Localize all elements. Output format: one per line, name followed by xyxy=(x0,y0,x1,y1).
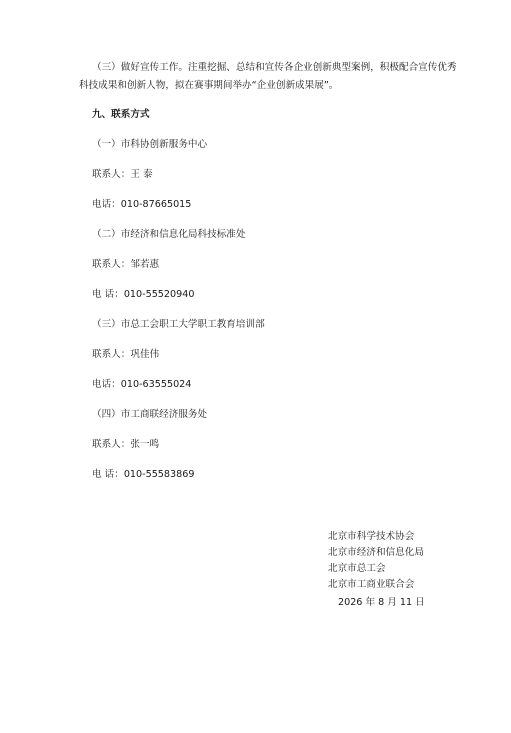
contact-2-title: （二）市经济和信息化局科技标准处 xyxy=(92,229,246,240)
contact-1-person: 联系人：王 泰 xyxy=(92,169,153,180)
section-heading-contact: 九、联系方式 xyxy=(92,109,150,120)
contact-2-phone: 电 话：010-55520940 xyxy=(92,289,195,300)
contact-1-title: （一）市科协创新服务中心 xyxy=(92,139,208,150)
signature-org-3: 北京市总工会 xyxy=(328,563,386,574)
signature-date: 2026 年 8 月 11 日 xyxy=(338,597,425,608)
contact-3-title: （三）市总工会职工大学职工教育培训部 xyxy=(92,319,265,330)
contact-4-phone: 电 话：010-55583869 xyxy=(92,469,195,480)
contact-2-person: 联系人：邹若惠 xyxy=(92,259,160,270)
contact-1-phone: 电话：010-87665015 xyxy=(92,199,192,210)
signature-org-2: 北京市经济和信息化局 xyxy=(328,547,424,558)
signature-org-4: 北京市工商业联合会 xyxy=(328,579,415,590)
intro-paragraph-line-1: （三）做好宣传工作。注重挖掘、总结和宣传各企业创新典型案例，积极配合宣传优秀 xyxy=(92,62,457,73)
contact-4-title: （四）市工商联经济服务处 xyxy=(92,409,208,420)
intro-paragraph-line-2: 科技成果和创新人物，拟在赛事期间举办“企业创新成果展”。 xyxy=(79,80,339,91)
contact-4-person: 联系人：张一鸣 xyxy=(92,439,160,450)
contact-3-person: 联系人：巩佳伟 xyxy=(92,349,160,360)
signature-org-1: 北京市科学技术协会 xyxy=(328,531,415,542)
contact-3-phone: 电话：010-63555024 xyxy=(92,379,192,390)
